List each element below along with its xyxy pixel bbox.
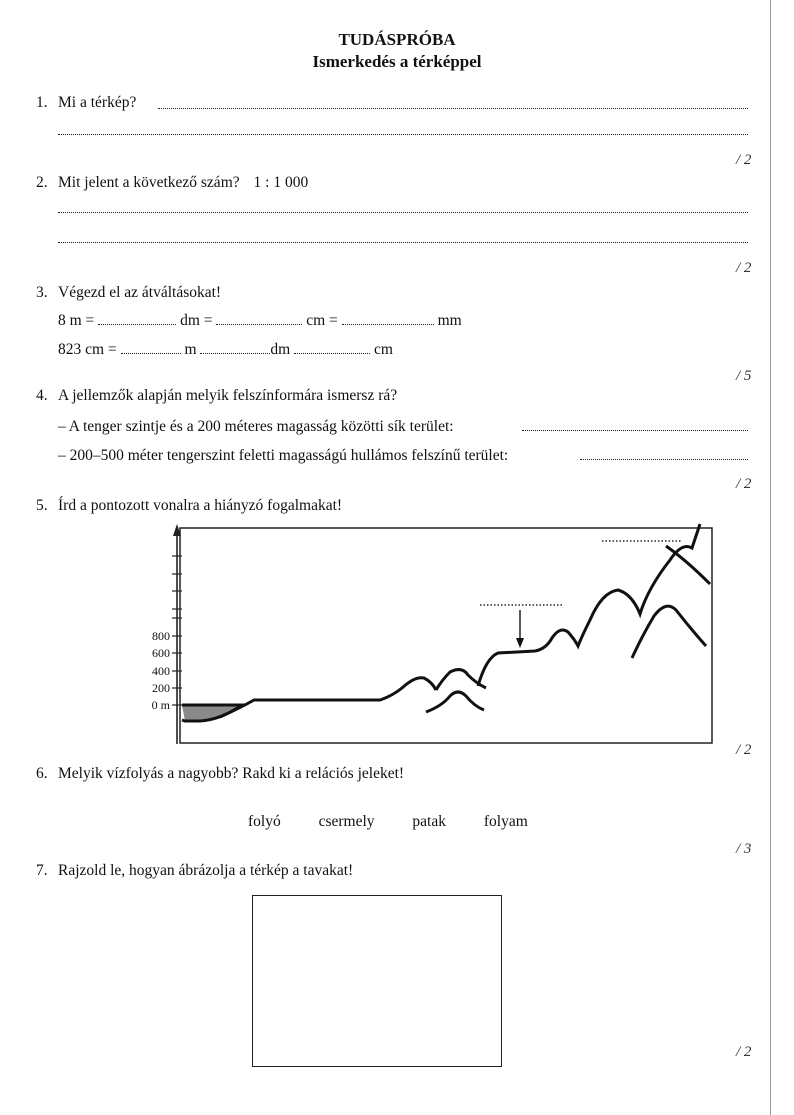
question-7: 7. Rajzold le, hogyan ábrázolja a térkép a tavakat! xyxy=(36,862,354,879)
score-q3: / 5 xyxy=(736,368,752,384)
word-folyam: folyam xyxy=(483,813,528,830)
elevation-label-800: 800 xyxy=(152,629,170,643)
word-folyo: folyó xyxy=(248,813,281,830)
mountain-line-2 xyxy=(632,606,706,658)
scale-value: 1 : 1 000 xyxy=(253,174,309,191)
landform-line-1: – A tenger szintje és a 200 méteres magasság közötti sík terület: xyxy=(58,418,454,435)
conversion-blank[interactable] xyxy=(294,341,370,354)
answer-line-4b[interactable] xyxy=(580,459,748,460)
drawing-box[interactable] xyxy=(252,895,502,1067)
answer-line-2b[interactable] xyxy=(58,242,748,243)
question-6: 6. Melyik vízfolyás a nagyobb? Rakd ki a relációs jeleket! xyxy=(36,765,405,782)
answer-line-4a[interactable] xyxy=(522,430,748,431)
question-1: 1. Mi a térkép? xyxy=(36,94,137,111)
elevation-label-600: 600 xyxy=(152,646,170,660)
score-q2: / 2 xyxy=(736,260,752,276)
mountain-line-3 xyxy=(666,546,710,584)
conversion-blank[interactable] xyxy=(98,312,176,325)
elevation-label-400: 400 xyxy=(152,664,170,678)
landform-line-2: – 200–500 méter tengerszint feletti magasságú hullámos felszínű terület: xyxy=(58,447,509,464)
diagram-frame xyxy=(180,528,712,743)
page-subtitle: Ismerkedés a térképpel xyxy=(312,52,482,71)
question-2: 2. Mit jelent a következő szám? 1 : 1 000 xyxy=(36,174,309,191)
answer-line-1b[interactable] xyxy=(58,134,748,135)
word-csermely: csermely xyxy=(318,813,375,830)
watercourse-words xyxy=(248,813,562,831)
question-3: 3. Végezd el az átváltásokat! xyxy=(36,284,222,301)
terrain-profile-diagram xyxy=(130,520,720,752)
lowland-line xyxy=(220,678,436,717)
score-q7: / 2 xyxy=(736,1044,752,1060)
score-q4: / 2 xyxy=(736,476,752,492)
word-patak: patak xyxy=(412,813,446,830)
answer-line-1a[interactable] xyxy=(158,108,748,109)
conversion-blank[interactable] xyxy=(342,312,434,325)
page-right-edge xyxy=(770,0,771,1115)
score-q1: / 2 xyxy=(736,152,752,168)
score-q5: / 2 xyxy=(736,742,752,758)
question-4: 4. A jellemzők alapján melyik felszínformára ismersz rá? xyxy=(36,387,398,404)
conversion-blank[interactable] xyxy=(121,341,181,354)
elevation-label-0: 0 m xyxy=(151,698,170,712)
score-q6: / 3 xyxy=(736,841,752,857)
conversion-blank[interactable] xyxy=(200,341,270,354)
page-title: TUDÁSPRÓBA xyxy=(338,30,456,49)
conversion-row-1: 8 m = dm = cm = mm xyxy=(58,312,462,329)
conversion-row-2: 823 cm = m dm cm xyxy=(58,341,393,358)
hill-line-2 xyxy=(426,692,484,712)
question-5: 5. Írd a pontozott vonalra a hiányzó fogalmakat! xyxy=(36,497,343,514)
arrow-head-icon xyxy=(516,638,524,648)
answer-line-2a[interactable] xyxy=(58,212,748,213)
elevation-label-200: 200 xyxy=(152,681,170,695)
conversion-blank[interactable] xyxy=(216,312,302,325)
